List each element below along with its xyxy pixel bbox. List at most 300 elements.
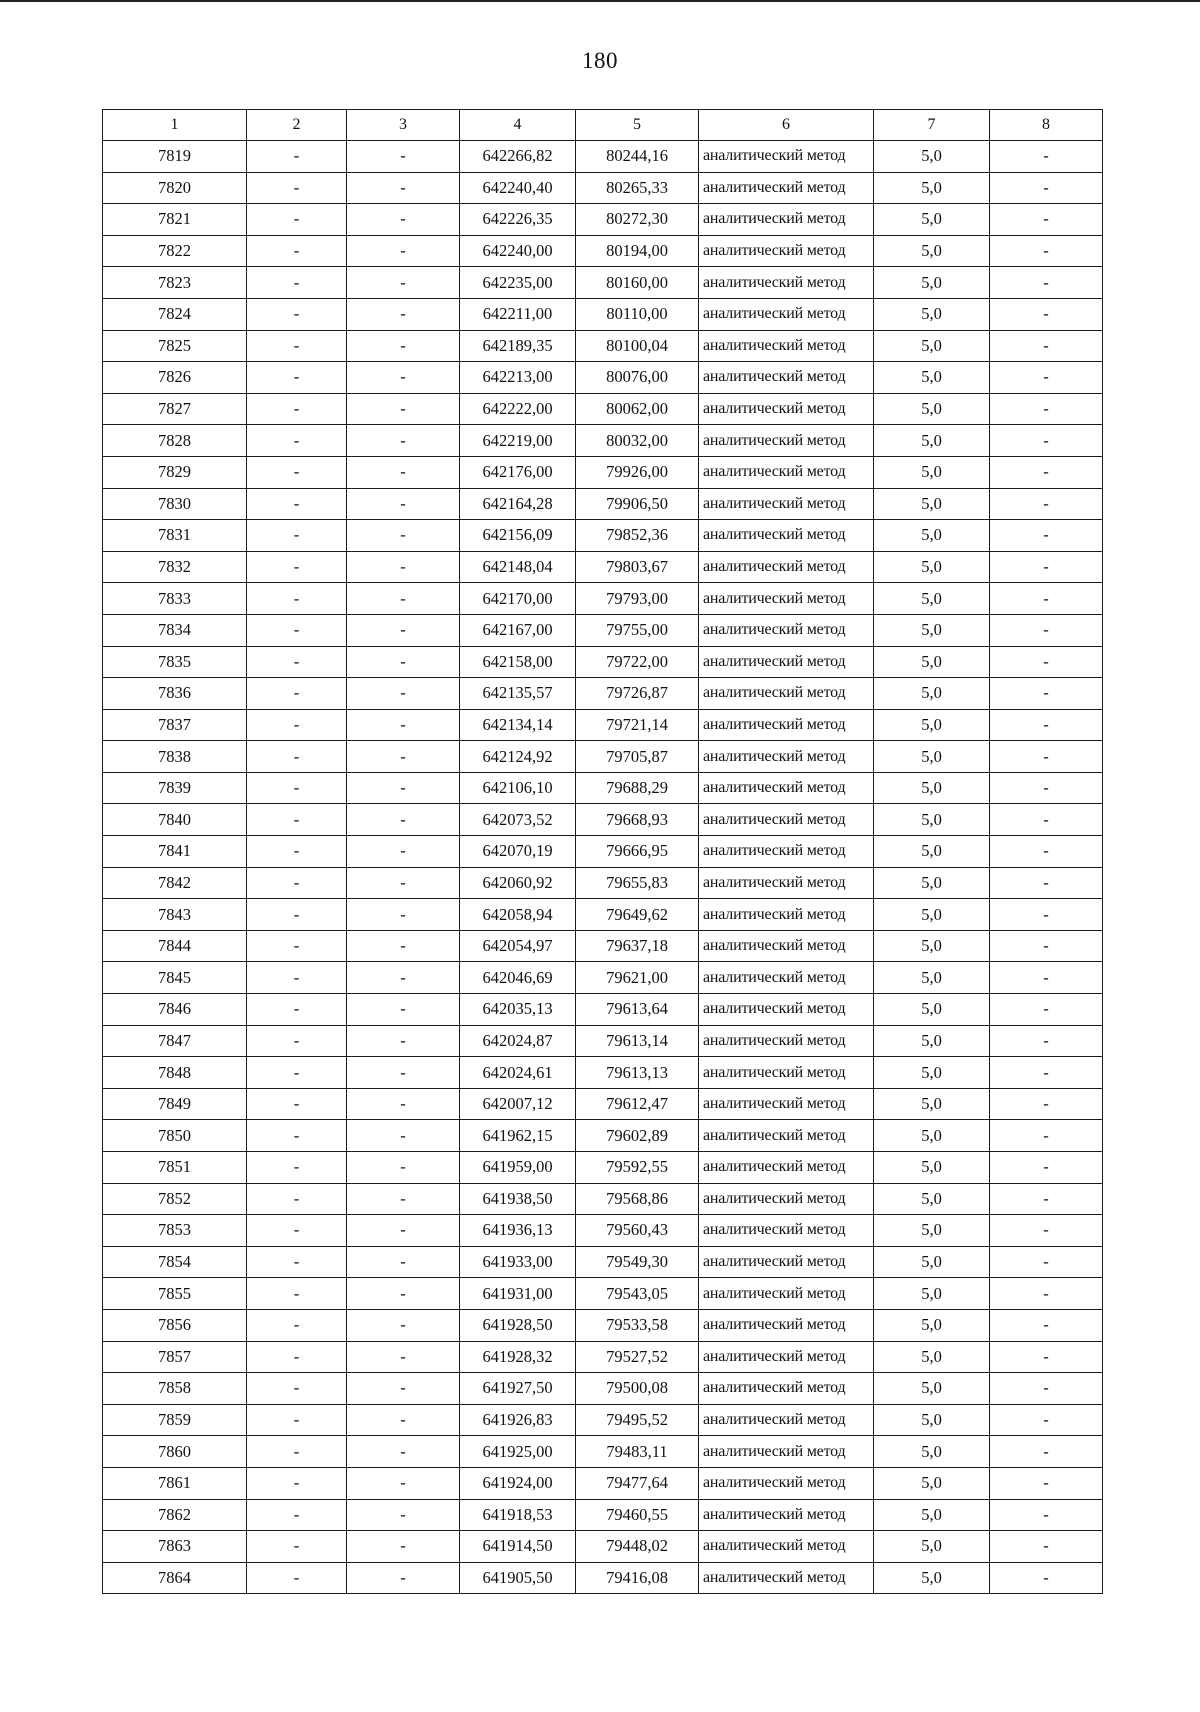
point-number-cell: 7842	[103, 867, 247, 899]
table-row	[103, 1404, 1103, 1436]
accuracy-cell: 5,0	[874, 425, 990, 457]
page-number: 180	[582, 48, 618, 73]
table-row	[103, 425, 1103, 457]
point-number-cell: 7854	[103, 1246, 247, 1278]
accuracy-cell: 5,0	[874, 1152, 990, 1184]
coordinate-y-cell: 79416,08	[576, 1562, 699, 1594]
method-cell: аналитический метод	[699, 804, 874, 836]
method-cell: аналитический метод	[699, 1057, 874, 1089]
col-8-cell: -	[990, 646, 1103, 678]
point-number-cell: 7847	[103, 1025, 247, 1057]
point-number-cell: 7843	[103, 899, 247, 931]
table-header	[103, 110, 1103, 141]
coordinate-x-cell: 642211,00	[460, 298, 576, 330]
col-2-cell: -	[247, 1467, 347, 1499]
accuracy-cell: 5,0	[874, 930, 990, 962]
method-cell: аналитический метод	[699, 1183, 874, 1215]
point-number-cell: 7838	[103, 741, 247, 773]
point-number-cell: 7848	[103, 1057, 247, 1089]
table-row	[103, 488, 1103, 520]
col-3-cell: -	[347, 172, 460, 204]
col-8-cell: -	[990, 1531, 1103, 1563]
table-row	[103, 172, 1103, 204]
method-cell: аналитический метод	[699, 425, 874, 457]
method-cell: аналитический метод	[699, 393, 874, 425]
col-8-cell: -	[990, 899, 1103, 931]
table-row	[103, 930, 1103, 962]
col-8-cell: -	[990, 930, 1103, 962]
col-3-cell: -	[347, 994, 460, 1026]
column-header-2: 2	[247, 110, 347, 141]
col-2-cell: -	[247, 172, 347, 204]
col-2-cell: -	[247, 1120, 347, 1152]
col-3-cell: -	[347, 1152, 460, 1184]
table-row	[103, 551, 1103, 583]
col-2-cell: -	[247, 267, 347, 299]
accuracy-cell: 5,0	[874, 1562, 990, 1594]
table-row	[103, 1025, 1103, 1057]
coordinate-y-cell: 79793,00	[576, 583, 699, 615]
coordinate-x-cell: 642058,94	[460, 899, 576, 931]
table-row	[103, 1499, 1103, 1531]
coordinate-y-cell: 79543,05	[576, 1278, 699, 1310]
col-3-cell: -	[347, 709, 460, 741]
col-8-cell: -	[990, 330, 1103, 362]
col-2-cell: -	[247, 298, 347, 330]
col-3-cell: -	[347, 1404, 460, 1436]
coordinate-y-cell: 79612,47	[576, 1088, 699, 1120]
coordinate-x-cell: 642219,00	[460, 425, 576, 457]
coordinate-y-cell: 79721,14	[576, 709, 699, 741]
col-8-cell: -	[990, 1562, 1103, 1594]
coordinate-y-cell: 79666,95	[576, 836, 699, 868]
point-number-cell: 7861	[103, 1467, 247, 1499]
accuracy-cell: 5,0	[874, 172, 990, 204]
coordinate-x-cell: 642007,12	[460, 1088, 576, 1120]
coordinate-y-cell: 79649,62	[576, 899, 699, 931]
column-header-7: 7	[874, 110, 990, 141]
coordinate-y-cell: 80244,16	[576, 141, 699, 173]
table-row	[103, 962, 1103, 994]
point-number-cell: 7821	[103, 204, 247, 236]
col-3-cell: -	[347, 362, 460, 394]
col-8-cell: -	[990, 1215, 1103, 1247]
method-cell: аналитический метод	[699, 520, 874, 552]
coordinate-y-cell: 79655,83	[576, 867, 699, 899]
col-3-cell: -	[347, 1499, 460, 1531]
point-number-cell: 7840	[103, 804, 247, 836]
accuracy-cell: 5,0	[874, 1215, 990, 1247]
accuracy-cell: 5,0	[874, 1057, 990, 1089]
point-number-cell: 7824	[103, 298, 247, 330]
col-8-cell: -	[990, 1436, 1103, 1468]
method-cell: аналитический метод	[699, 330, 874, 362]
method-cell: аналитический метод	[699, 1025, 874, 1057]
accuracy-cell: 5,0	[874, 1183, 990, 1215]
accuracy-cell: 5,0	[874, 1404, 990, 1436]
col-3-cell: -	[347, 1215, 460, 1247]
point-number-cell: 7828	[103, 425, 247, 457]
coordinate-x-cell: 641928,50	[460, 1309, 576, 1341]
col-3-cell: -	[347, 1088, 460, 1120]
col-8-cell: -	[990, 267, 1103, 299]
method-cell: аналитический метод	[699, 488, 874, 520]
accuracy-cell: 5,0	[874, 1025, 990, 1057]
coordinate-x-cell: 642158,00	[460, 646, 576, 678]
table-row	[103, 393, 1103, 425]
coordinate-y-cell: 79613,13	[576, 1057, 699, 1089]
col-3-cell: -	[347, 1246, 460, 1278]
method-cell: аналитический метод	[699, 1152, 874, 1184]
coordinate-y-cell: 79533,58	[576, 1309, 699, 1341]
coordinate-x-cell: 642035,13	[460, 994, 576, 1026]
col-3-cell: -	[347, 235, 460, 267]
coordinate-x-cell: 641925,00	[460, 1436, 576, 1468]
col-3-cell: -	[347, 583, 460, 615]
point-number-cell: 7857	[103, 1341, 247, 1373]
col-2-cell: -	[247, 362, 347, 394]
coordinates-table	[102, 109, 1103, 1594]
col-3-cell: -	[347, 551, 460, 583]
coordinate-y-cell: 79483,11	[576, 1436, 699, 1468]
method-cell: аналитический метод	[699, 1246, 874, 1278]
col-3-cell: -	[347, 1309, 460, 1341]
coordinate-y-cell: 80265,33	[576, 172, 699, 204]
header-row	[103, 110, 1103, 141]
col-3-cell: -	[347, 1057, 460, 1089]
coordinate-x-cell: 642156,09	[460, 520, 576, 552]
coordinate-x-cell: 642134,14	[460, 709, 576, 741]
method-cell: аналитический метод	[699, 1088, 874, 1120]
point-number-cell: 7863	[103, 1531, 247, 1563]
table-row	[103, 1152, 1103, 1184]
accuracy-cell: 5,0	[874, 456, 990, 488]
col-2-cell: -	[247, 330, 347, 362]
col-2-cell: -	[247, 235, 347, 267]
col-8-cell: -	[990, 1373, 1103, 1405]
point-number-cell: 7831	[103, 520, 247, 552]
table-row	[103, 330, 1103, 362]
method-cell: аналитический метод	[699, 141, 874, 173]
coordinate-y-cell: 79448,02	[576, 1531, 699, 1563]
table-row	[103, 646, 1103, 678]
coordinate-y-cell: 80076,00	[576, 362, 699, 394]
point-number-cell: 7860	[103, 1436, 247, 1468]
method-cell: аналитический метод	[699, 551, 874, 583]
point-number-cell: 7836	[103, 678, 247, 710]
col-8-cell: -	[990, 456, 1103, 488]
point-number-cell: 7845	[103, 962, 247, 994]
col-8-cell: -	[990, 1341, 1103, 1373]
accuracy-cell: 5,0	[874, 520, 990, 552]
coordinate-x-cell: 642170,00	[460, 583, 576, 615]
method-cell: аналитический метод	[699, 646, 874, 678]
point-number-cell: 7864	[103, 1562, 247, 1594]
col-2-cell: -	[247, 456, 347, 488]
col-8-cell: -	[990, 867, 1103, 899]
col-8-cell: -	[990, 1183, 1103, 1215]
column-header-8: 8	[990, 110, 1103, 141]
col-3-cell: -	[347, 646, 460, 678]
table-row	[103, 1057, 1103, 1089]
coordinate-x-cell: 642024,61	[460, 1057, 576, 1089]
col-8-cell: -	[990, 709, 1103, 741]
method-cell: аналитический метод	[699, 235, 874, 267]
col-3-cell: -	[347, 962, 460, 994]
method-cell: аналитический метод	[699, 1120, 874, 1152]
col-2-cell: -	[247, 836, 347, 868]
col-3-cell: -	[347, 425, 460, 457]
accuracy-cell: 5,0	[874, 1246, 990, 1278]
table-row	[103, 235, 1103, 267]
point-number-cell: 7835	[103, 646, 247, 678]
table-row	[103, 804, 1103, 836]
col-2-cell: -	[247, 804, 347, 836]
point-number-cell: 7852	[103, 1183, 247, 1215]
method-cell: аналитический метод	[699, 583, 874, 615]
point-number-cell: 7855	[103, 1278, 247, 1310]
coordinate-y-cell: 80032,00	[576, 425, 699, 457]
point-number-cell: 7826	[103, 362, 247, 394]
coordinate-x-cell: 642164,28	[460, 488, 576, 520]
col-3-cell: -	[347, 772, 460, 804]
table-body	[103, 141, 1103, 1594]
method-cell: аналитический метод	[699, 709, 874, 741]
point-number-cell: 7858	[103, 1373, 247, 1405]
accuracy-cell: 5,0	[874, 583, 990, 615]
table-row	[103, 1373, 1103, 1405]
coordinate-x-cell: 642226,35	[460, 204, 576, 236]
coordinate-y-cell: 79460,55	[576, 1499, 699, 1531]
coordinate-x-cell: 642167,00	[460, 614, 576, 646]
col-8-cell: -	[990, 1088, 1103, 1120]
point-number-cell: 7856	[103, 1309, 247, 1341]
accuracy-cell: 5,0	[874, 298, 990, 330]
coordinate-y-cell: 79803,67	[576, 551, 699, 583]
col-3-cell: -	[347, 1025, 460, 1057]
coordinate-y-cell: 79621,00	[576, 962, 699, 994]
col-2-cell: -	[247, 1246, 347, 1278]
col-2-cell: -	[247, 772, 347, 804]
coordinate-x-cell: 641926,83	[460, 1404, 576, 1436]
col-2-cell: -	[247, 141, 347, 173]
accuracy-cell: 5,0	[874, 235, 990, 267]
column-header-5: 5	[576, 110, 699, 141]
coordinate-y-cell: 80272,30	[576, 204, 699, 236]
table-row	[103, 836, 1103, 868]
method-cell: аналитический метод	[699, 362, 874, 394]
col-8-cell: -	[990, 1120, 1103, 1152]
coordinate-x-cell: 641933,00	[460, 1246, 576, 1278]
col-2-cell: -	[247, 1373, 347, 1405]
col-2-cell: -	[247, 994, 347, 1026]
col-2-cell: -	[247, 1404, 347, 1436]
coordinate-x-cell: 642189,35	[460, 330, 576, 362]
table-row	[103, 678, 1103, 710]
col-2-cell: -	[247, 962, 347, 994]
col-2-cell: -	[247, 1562, 347, 1594]
col-8-cell: -	[990, 488, 1103, 520]
col-2-cell: -	[247, 709, 347, 741]
col-3-cell: -	[347, 1467, 460, 1499]
col-8-cell: -	[990, 298, 1103, 330]
coordinate-y-cell: 79726,87	[576, 678, 699, 710]
method-cell: аналитический метод	[699, 614, 874, 646]
coordinate-y-cell: 80062,00	[576, 393, 699, 425]
table-row	[103, 1183, 1103, 1215]
table-row	[103, 1309, 1103, 1341]
method-cell: аналитический метод	[699, 899, 874, 931]
point-number-cell: 7829	[103, 456, 247, 488]
method-cell: аналитический метод	[699, 741, 874, 773]
method-cell: аналитический метод	[699, 867, 874, 899]
coordinate-x-cell: 642024,87	[460, 1025, 576, 1057]
col-8-cell: -	[990, 583, 1103, 615]
col-2-cell: -	[247, 488, 347, 520]
accuracy-cell: 5,0	[874, 1373, 990, 1405]
coordinate-y-cell: 80194,00	[576, 235, 699, 267]
point-number-cell: 7844	[103, 930, 247, 962]
coordinate-y-cell: 79592,55	[576, 1152, 699, 1184]
coordinate-y-cell: 79722,00	[576, 646, 699, 678]
table-row	[103, 614, 1103, 646]
table-row	[103, 1120, 1103, 1152]
table-row	[103, 867, 1103, 899]
coordinate-x-cell: 641928,32	[460, 1341, 576, 1373]
method-cell: аналитический метод	[699, 930, 874, 962]
accuracy-cell: 5,0	[874, 141, 990, 173]
col-8-cell: -	[990, 393, 1103, 425]
method-cell: аналитический метод	[699, 994, 874, 1026]
coordinate-y-cell: 79549,30	[576, 1246, 699, 1278]
col-8-cell: -	[990, 551, 1103, 583]
coordinate-x-cell: 641927,50	[460, 1373, 576, 1405]
point-number-cell: 7830	[103, 488, 247, 520]
col-3-cell: -	[347, 1531, 460, 1563]
table-row	[103, 772, 1103, 804]
method-cell: аналитический метод	[699, 1467, 874, 1499]
coordinate-x-cell: 642176,00	[460, 456, 576, 488]
accuracy-cell: 5,0	[874, 646, 990, 678]
coordinate-x-cell: 641959,00	[460, 1152, 576, 1184]
col-8-cell: -	[990, 204, 1103, 236]
method-cell: аналитический метод	[699, 1373, 874, 1405]
col-8-cell: -	[990, 1499, 1103, 1531]
coordinate-x-cell: 641938,50	[460, 1183, 576, 1215]
accuracy-cell: 5,0	[874, 330, 990, 362]
registry-table-container	[102, 109, 1102, 1594]
method-cell: аналитический метод	[699, 172, 874, 204]
coordinate-x-cell: 642213,00	[460, 362, 576, 394]
point-number-cell: 7862	[103, 1499, 247, 1531]
table-row	[103, 1562, 1103, 1594]
coordinate-x-cell: 641924,00	[460, 1467, 576, 1499]
col-3-cell: -	[347, 678, 460, 710]
table-row	[103, 741, 1103, 773]
col-8-cell: -	[990, 235, 1103, 267]
method-cell: аналитический метод	[699, 1309, 874, 1341]
accuracy-cell: 5,0	[874, 867, 990, 899]
table-row	[103, 709, 1103, 741]
point-number-cell: 7832	[103, 551, 247, 583]
table-row	[103, 1467, 1103, 1499]
col-2-cell: -	[247, 1025, 347, 1057]
table-row	[103, 204, 1103, 236]
accuracy-cell: 5,0	[874, 836, 990, 868]
method-cell: аналитический метод	[699, 1436, 874, 1468]
col-8-cell: -	[990, 614, 1103, 646]
coordinate-y-cell: 79602,89	[576, 1120, 699, 1152]
col-3-cell: -	[347, 836, 460, 868]
method-cell: аналитический метод	[699, 962, 874, 994]
col-3-cell: -	[347, 804, 460, 836]
point-number-cell: 7853	[103, 1215, 247, 1247]
accuracy-cell: 5,0	[874, 1120, 990, 1152]
col-8-cell: -	[990, 1152, 1103, 1184]
col-3-cell: -	[347, 1183, 460, 1215]
coordinate-y-cell: 79926,00	[576, 456, 699, 488]
accuracy-cell: 5,0	[874, 1309, 990, 1341]
col-3-cell: -	[347, 204, 460, 236]
col-2-cell: -	[247, 614, 347, 646]
col-3-cell: -	[347, 1562, 460, 1594]
method-cell: аналитический метод	[699, 267, 874, 299]
point-number-cell: 7820	[103, 172, 247, 204]
col-2-cell: -	[247, 1183, 347, 1215]
coordinate-y-cell: 79495,52	[576, 1404, 699, 1436]
accuracy-cell: 5,0	[874, 741, 990, 773]
table-row	[103, 1088, 1103, 1120]
table-row	[103, 141, 1103, 173]
col-2-cell: -	[247, 867, 347, 899]
coordinate-y-cell: 80160,00	[576, 267, 699, 299]
col-8-cell: -	[990, 1246, 1103, 1278]
coordinate-y-cell: 79560,43	[576, 1215, 699, 1247]
col-8-cell: -	[990, 1467, 1103, 1499]
col-2-cell: -	[247, 1436, 347, 1468]
col-3-cell: -	[347, 1373, 460, 1405]
method-cell: аналитический метод	[699, 836, 874, 868]
col-8-cell: -	[990, 1025, 1103, 1057]
col-2-cell: -	[247, 899, 347, 931]
col-8-cell: -	[990, 772, 1103, 804]
col-8-cell: -	[990, 362, 1103, 394]
coordinate-x-cell: 642240,40	[460, 172, 576, 204]
col-8-cell: -	[990, 1057, 1103, 1089]
coordinate-y-cell: 80100,04	[576, 330, 699, 362]
col-2-cell: -	[247, 1309, 347, 1341]
accuracy-cell: 5,0	[874, 962, 990, 994]
accuracy-cell: 5,0	[874, 1278, 990, 1310]
coordinate-y-cell: 79705,87	[576, 741, 699, 773]
point-number-cell: 7825	[103, 330, 247, 362]
accuracy-cell: 5,0	[874, 772, 990, 804]
col-3-cell: -	[347, 1341, 460, 1373]
accuracy-cell: 5,0	[874, 1088, 990, 1120]
col-2-cell: -	[247, 1531, 347, 1563]
coordinate-x-cell: 642240,00	[460, 235, 576, 267]
col-3-cell: -	[347, 1120, 460, 1152]
coordinate-x-cell: 641936,13	[460, 1215, 576, 1247]
method-cell: аналитический метод	[699, 1341, 874, 1373]
accuracy-cell: 5,0	[874, 1499, 990, 1531]
col-3-cell: -	[347, 393, 460, 425]
coordinate-y-cell: 79613,14	[576, 1025, 699, 1057]
point-number-cell: 7834	[103, 614, 247, 646]
col-8-cell: -	[990, 1278, 1103, 1310]
col-2-cell: -	[247, 583, 347, 615]
col-2-cell: -	[247, 741, 347, 773]
